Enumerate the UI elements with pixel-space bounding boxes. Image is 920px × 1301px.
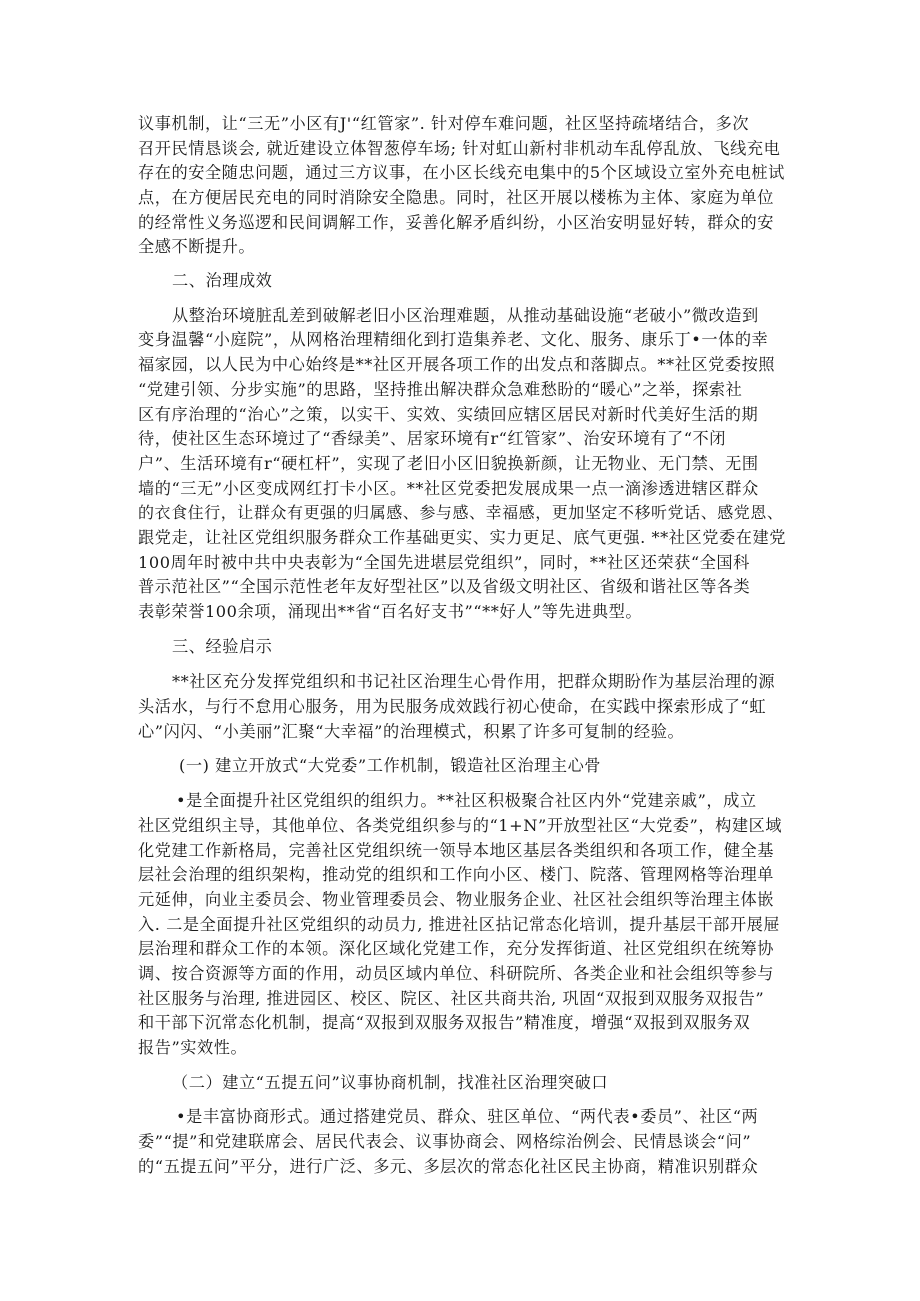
body-line: 待，使社区生态环境过了“香绿美”、居家环境有r“红管家”、治安环境有了“不闭 xyxy=(138,429,727,448)
body-line: 表彰荣誉100余项，涌现出**省“百名好支书”“**好人”等先进典型。 xyxy=(138,602,643,621)
body-line: 召开民情恳谈会, 就近建设立体智葱停车场; 针对虹山新村非机动车乱停乱放、飞线充电 xyxy=(138,139,781,158)
body-line: 福家园，以人民为中心始终是**社区开展各项工作的出发点和落脚点。**社区党委按照 xyxy=(138,355,776,374)
body-line: 调、按合资源等方面的作用，动员区域内单位、科研院所、各类企业和社会组织等参与 xyxy=(138,964,775,983)
body-line: 议事机制，让“三无”小区有J'“红管家”. 针对停车难问题，社区坚持疏堵结合，多次 xyxy=(138,114,750,133)
body-line: 户”、生活环境有r“硬杠杆”，实现了老旧小区旧貌换新颜，让无物业、无门禁、无围 xyxy=(138,454,759,473)
body-line: 的衣食住行，让群众有更强的归属感、参与感、幸福感，更加坚定不移听党话、感党恩、 xyxy=(138,503,784,522)
body-line: “党建引领、分步实施”的思路，坚持推出解决群众急难愁盼的“暖心”之举，探索社 xyxy=(138,380,743,399)
body-line: 区有序治理的“治心”之策，以实干、实效、实绩回应辖区居民对新时代美好生活的期 xyxy=(138,405,759,424)
body-line: •是丰富协商形式。通过搭建党员、群众、驻区单位、“两代表•委员”、社区“两 xyxy=(176,1107,759,1126)
subheading-party-committee: (一) 建立开放式“大党委”工作机制，锻造社区治理主心骨 xyxy=(179,756,602,775)
body-line: 普示范社区”“全国示范性老年友好型社区”以及省级文明社区、省级和谐社区等各类 xyxy=(138,577,751,596)
body-line: 存在的安全随忠问题，通过三方议事，在小区长线充电集中的5个区域设立室外充电桩试 xyxy=(138,163,785,182)
body-line: 入. 二是全面提升社区党组织的动员力, 推进社区拈记常态化培训，提升基层干部开展屉 xyxy=(138,915,781,934)
body-line: 变身温馨“小庭院”，从网格治理精细化到打造集养老、文化、服务、康乐丁•一体的幸 xyxy=(138,330,769,349)
body-line: 的经常性义务巡逻和民间调解工作，妥善化解矛盾纠纷，小区治安明显好转，群众的安 xyxy=(138,213,775,232)
body-line: 层治理和群众工作的本领。深化区域化党建工作，充分发挥街道、社区党组织在统筹协 xyxy=(138,939,775,958)
body-line: 墙的“三无”小区变成网红打卡小区。**社区党委把发展成果一点一滴渗透进辖区群众 xyxy=(138,479,759,498)
body-line: 跟党走，让社区党组织服务群众工作基础更实、实力更足、底气更强. **社区党委在建党 xyxy=(138,528,786,547)
body-line: 从整治环境脏乱差到破解老旧小区治理难题，从推动基础设施“老破小”微改造到 xyxy=(172,306,759,325)
body-line: 头活水，与行不怠用心服务，用为民服务成效践行初心使命，在实践中探索形成了“虹 xyxy=(138,697,767,716)
body-line: 化党建工作新格局，完善社区党组织统一领导本地区基层各类组织和各项工作，健全基 xyxy=(138,841,775,860)
body-line: 心”闪闪、“小美丽”汇聚“大幸福”的治理模式，积累了许多可复制的经验。 xyxy=(138,722,685,741)
body-line: 社区服务与治理, 推进园区、校区、院区、社区共商共治, 巩固“双报到双服务双报告” xyxy=(138,989,765,1008)
section-heading-results: 二、治理成效 xyxy=(172,271,273,290)
body-line: 点，在方便居民充电的同时消除安全隐患。同时，社区开展以楼栋为主体、家庭为单位 xyxy=(138,188,775,207)
body-line: 的“五提五问”平分，进行广泛、多元、多层次的常态化社区民主协商，精准识别群众 xyxy=(138,1157,759,1176)
body-line: 层社会治理的组织架构，推动党的组织和工作向小区、楼门、院落、管理网格等治理单 xyxy=(138,865,775,884)
body-line: 100周年时被中共中央表彰为“全国先进堪层党组织”，同时，**社区还荣获“全国科 xyxy=(138,553,750,572)
body-line: •是全面提升社区党组织的组织力。**社区积极聚合社区内外“党建亲戚”，成立 xyxy=(176,791,757,810)
body-line: 元延伸，向业主委员会、物业管理委员会、物业服务企业、社区社会组织等治理主体嵌 xyxy=(138,890,775,909)
body-line: 和干部下沉常态化机制，提高“双报到双服务双报告”精准度，增强“双报到双服务双 xyxy=(138,1013,751,1032)
body-line: 社区党组织主导，其他单位、各类党组织参与的“1+N”开放型社区“大党委”，构建区域 xyxy=(138,816,783,835)
body-line: 委”“提”和党建联席会、居民代表会、议事协商会、网格综治例会、民情恳谈会“问” xyxy=(138,1132,752,1151)
body-line: **社区充分发挥党组织和书记社区治理生心骨作用，把群众期盼作为基层治理的源 xyxy=(172,672,776,691)
section-heading-lessons: 三、经验启示 xyxy=(172,637,273,656)
subheading-consultation: （二）建立“五提五问”议事协商机制，找准社区治理突破口 xyxy=(172,1073,609,1092)
body-line: 全感不断提升。 xyxy=(138,237,256,256)
body-line: 报告”实效性。 xyxy=(138,1038,248,1057)
